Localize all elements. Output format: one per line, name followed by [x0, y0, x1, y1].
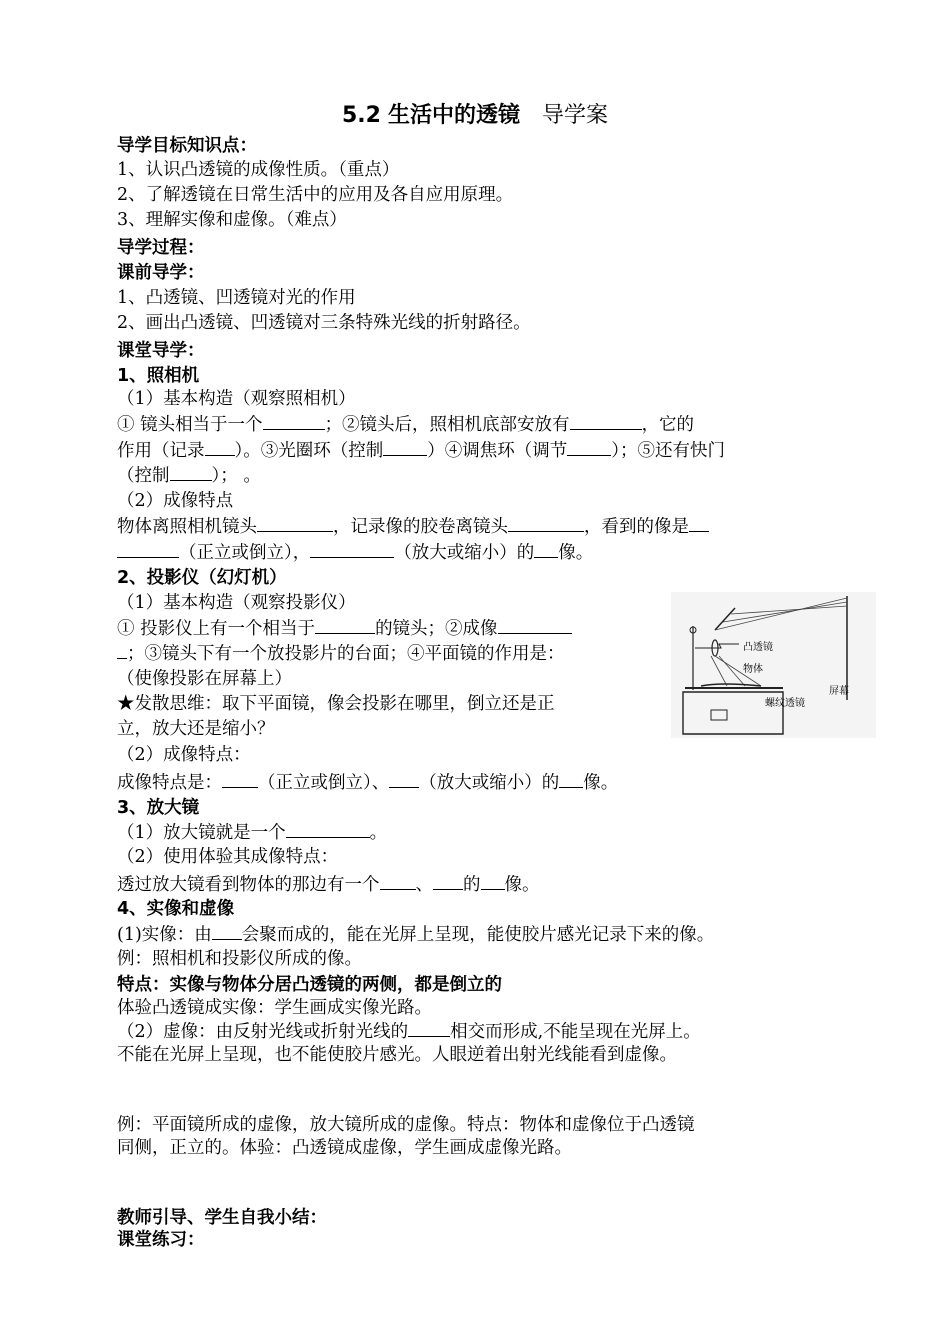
blank [567, 438, 611, 456]
text: ① 投影仪上有一个相当于 [117, 619, 316, 639]
objectives-heading: 导学目标知识点： [117, 136, 257, 156]
camera-sub1: （1）基本构造（观察照相机） [117, 389, 356, 409]
magnifier-line1 [117, 820, 387, 845]
projector-sub1: （1）基本构造（观察投影仪） [117, 593, 356, 613]
camera-line3 [117, 463, 261, 488]
title-suffix: 导学案 [541, 103, 608, 128]
text: ① 镜头相当于一个 [117, 415, 263, 435]
camera-line4 [117, 514, 709, 539]
blank [498, 616, 572, 634]
text: ）④调焦环（调节 [427, 441, 568, 461]
blank [508, 514, 584, 532]
text: ，它的 [641, 415, 695, 435]
camera-line2 [117, 438, 725, 463]
images-line7: 例：平面镜所成的虚像，放大镜所成的虚像。特点：物体和虚像位于凸透镜 [117, 1115, 695, 1135]
text: （正立或倒立）、 [258, 773, 390, 793]
blank [389, 770, 419, 788]
blank [170, 463, 212, 481]
text: （放大或缩小）的 [419, 773, 560, 793]
blank [222, 770, 258, 788]
images-line4: 体验凸透镜成实像：学生画成实像光路。 [117, 998, 432, 1018]
label-object: 物体 [743, 664, 763, 675]
blank [689, 514, 709, 532]
text: （正立或倒立）， [179, 543, 311, 563]
exercise-heading: 课堂练习： [117, 1230, 205, 1250]
projector-line1 [117, 616, 572, 641]
text: ；②镜头后，照相机底部安放有 [324, 415, 570, 435]
summary-heading: 教师引导、学生自我小结： [117, 1208, 327, 1228]
text: ，记录像的胶卷离镜头 [333, 517, 508, 537]
blank [408, 1019, 450, 1037]
title-main: 生活中的透镜 [387, 103, 520, 128]
camera-line1 [117, 412, 694, 437]
projector-line6 [117, 770, 618, 795]
text: （放大或缩小）的 [394, 543, 535, 563]
images-line6: 不能在光屏上呈现，也不能使胶片感光。人眼逆着出射光线能看到虚像。 [117, 1045, 677, 1065]
inclass-heading: 课堂导学： [117, 341, 205, 361]
label-lens: 凸透镜 [743, 642, 773, 653]
blank [263, 412, 325, 430]
projector-line2 [117, 641, 565, 666]
blank [286, 820, 370, 838]
projector-line4: ★发散思维：取下平面镜，像会投影在哪里，倒立还是正 [117, 694, 555, 714]
page-title [0, 101, 950, 131]
text: ）； 。 [211, 466, 261, 486]
text: 物体离照相机镜头 [117, 517, 257, 537]
text: ）。③光圈环（控制 [234, 441, 384, 461]
text: 作用（记录 [117, 441, 205, 461]
images-line1 [117, 922, 714, 947]
projector-sub2: （2）成像特点： [117, 745, 251, 765]
blank [534, 540, 558, 558]
objective-item: 2、了解透镜在日常生活中的应用及各自应用原理。 [117, 185, 514, 205]
text: 。 [369, 823, 388, 843]
camera-sub2: （2）成像特点 [117, 491, 234, 511]
text: ）；⑤还有快门 [611, 441, 725, 461]
text: 相交而形成,不能呈现在光屏上。 [450, 1022, 701, 1042]
blank [257, 514, 333, 532]
label-fresnel: 螺纹透镜 [765, 698, 805, 709]
preclass-item: 2、画出凸透镜、凹透镜对三条特殊光线的折射路径。 [117, 313, 531, 333]
text: 像。 [558, 543, 594, 563]
preclass-heading: 课前导学： [117, 263, 205, 283]
objective-item: 3、理解实像和虚像。（难点） [117, 210, 347, 230]
camera-heading: 1、照相机 [117, 366, 200, 386]
preclass-item: 1、凸透镜、凹透镜对光的作用 [117, 288, 356, 308]
text: 成像特点是： [117, 773, 222, 793]
text: 像。 [583, 773, 619, 793]
projector-figure [671, 592, 876, 738]
text: （控制 [117, 466, 170, 486]
text: 透过放大镜看到物体的那边有一个 [117, 875, 380, 895]
images-line5 [117, 1019, 701, 1044]
blank [570, 412, 642, 430]
magnifier-heading: 3、放大镜 [117, 798, 200, 818]
text: （2）虚像：由反射光线或折射光线的 [117, 1022, 409, 1042]
blank [383, 438, 427, 456]
blank [310, 540, 394, 558]
blank [380, 872, 416, 890]
title-number: 5.2 [341, 103, 381, 128]
magnifier-line2: （2）使用体验其成像特点： [117, 847, 339, 867]
text: 的镜头；②成像 [375, 619, 498, 639]
images-line2: 例：照相机和投影仪所成的像。 [117, 949, 362, 969]
blank [559, 770, 583, 788]
images-line8: 同侧，正立的。体验：凸透镜成虚像，学生画成虚像光路。 [117, 1138, 572, 1158]
projector-line5: 立，放大还是缩小？ [117, 719, 275, 739]
text: 会聚而成的，能在光屏上呈现，能使胶片感光记录下来的像。 [241, 925, 715, 945]
camera-line5 [117, 540, 593, 565]
text: 、 [415, 875, 433, 895]
process-heading: 导学过程： [117, 238, 205, 258]
text: 像。 [504, 875, 540, 895]
blank [433, 872, 463, 890]
label-screen: 屏幕 [829, 686, 849, 697]
blank [117, 641, 127, 659]
blank [481, 872, 505, 890]
text: ，看到的像是 [584, 517, 689, 537]
blank [315, 616, 375, 634]
blank [212, 922, 242, 940]
blank [205, 438, 235, 456]
text: 的 [463, 875, 481, 895]
text: (1)实像：由 [117, 925, 212, 945]
objective-item: 1、认识凸透镜的成像性质。（重点） [117, 160, 400, 180]
text: ；③镜头下有一个放投影片的台面；④平面镜的作用是： [127, 644, 565, 664]
images-heading: 4、实像和虚像 [117, 899, 235, 919]
text: （1）放大镜就是一个 [117, 823, 286, 843]
blank [117, 540, 179, 558]
projector-heading: 2、投影仪（幻灯机） [117, 568, 287, 588]
images-feature: 特点：实像与物体分居凸透镜的两侧，都是倒立的 [117, 975, 502, 995]
projector-line3: （使像投影在屏幕上） [117, 669, 292, 689]
magnifier-line3 [117, 872, 540, 897]
